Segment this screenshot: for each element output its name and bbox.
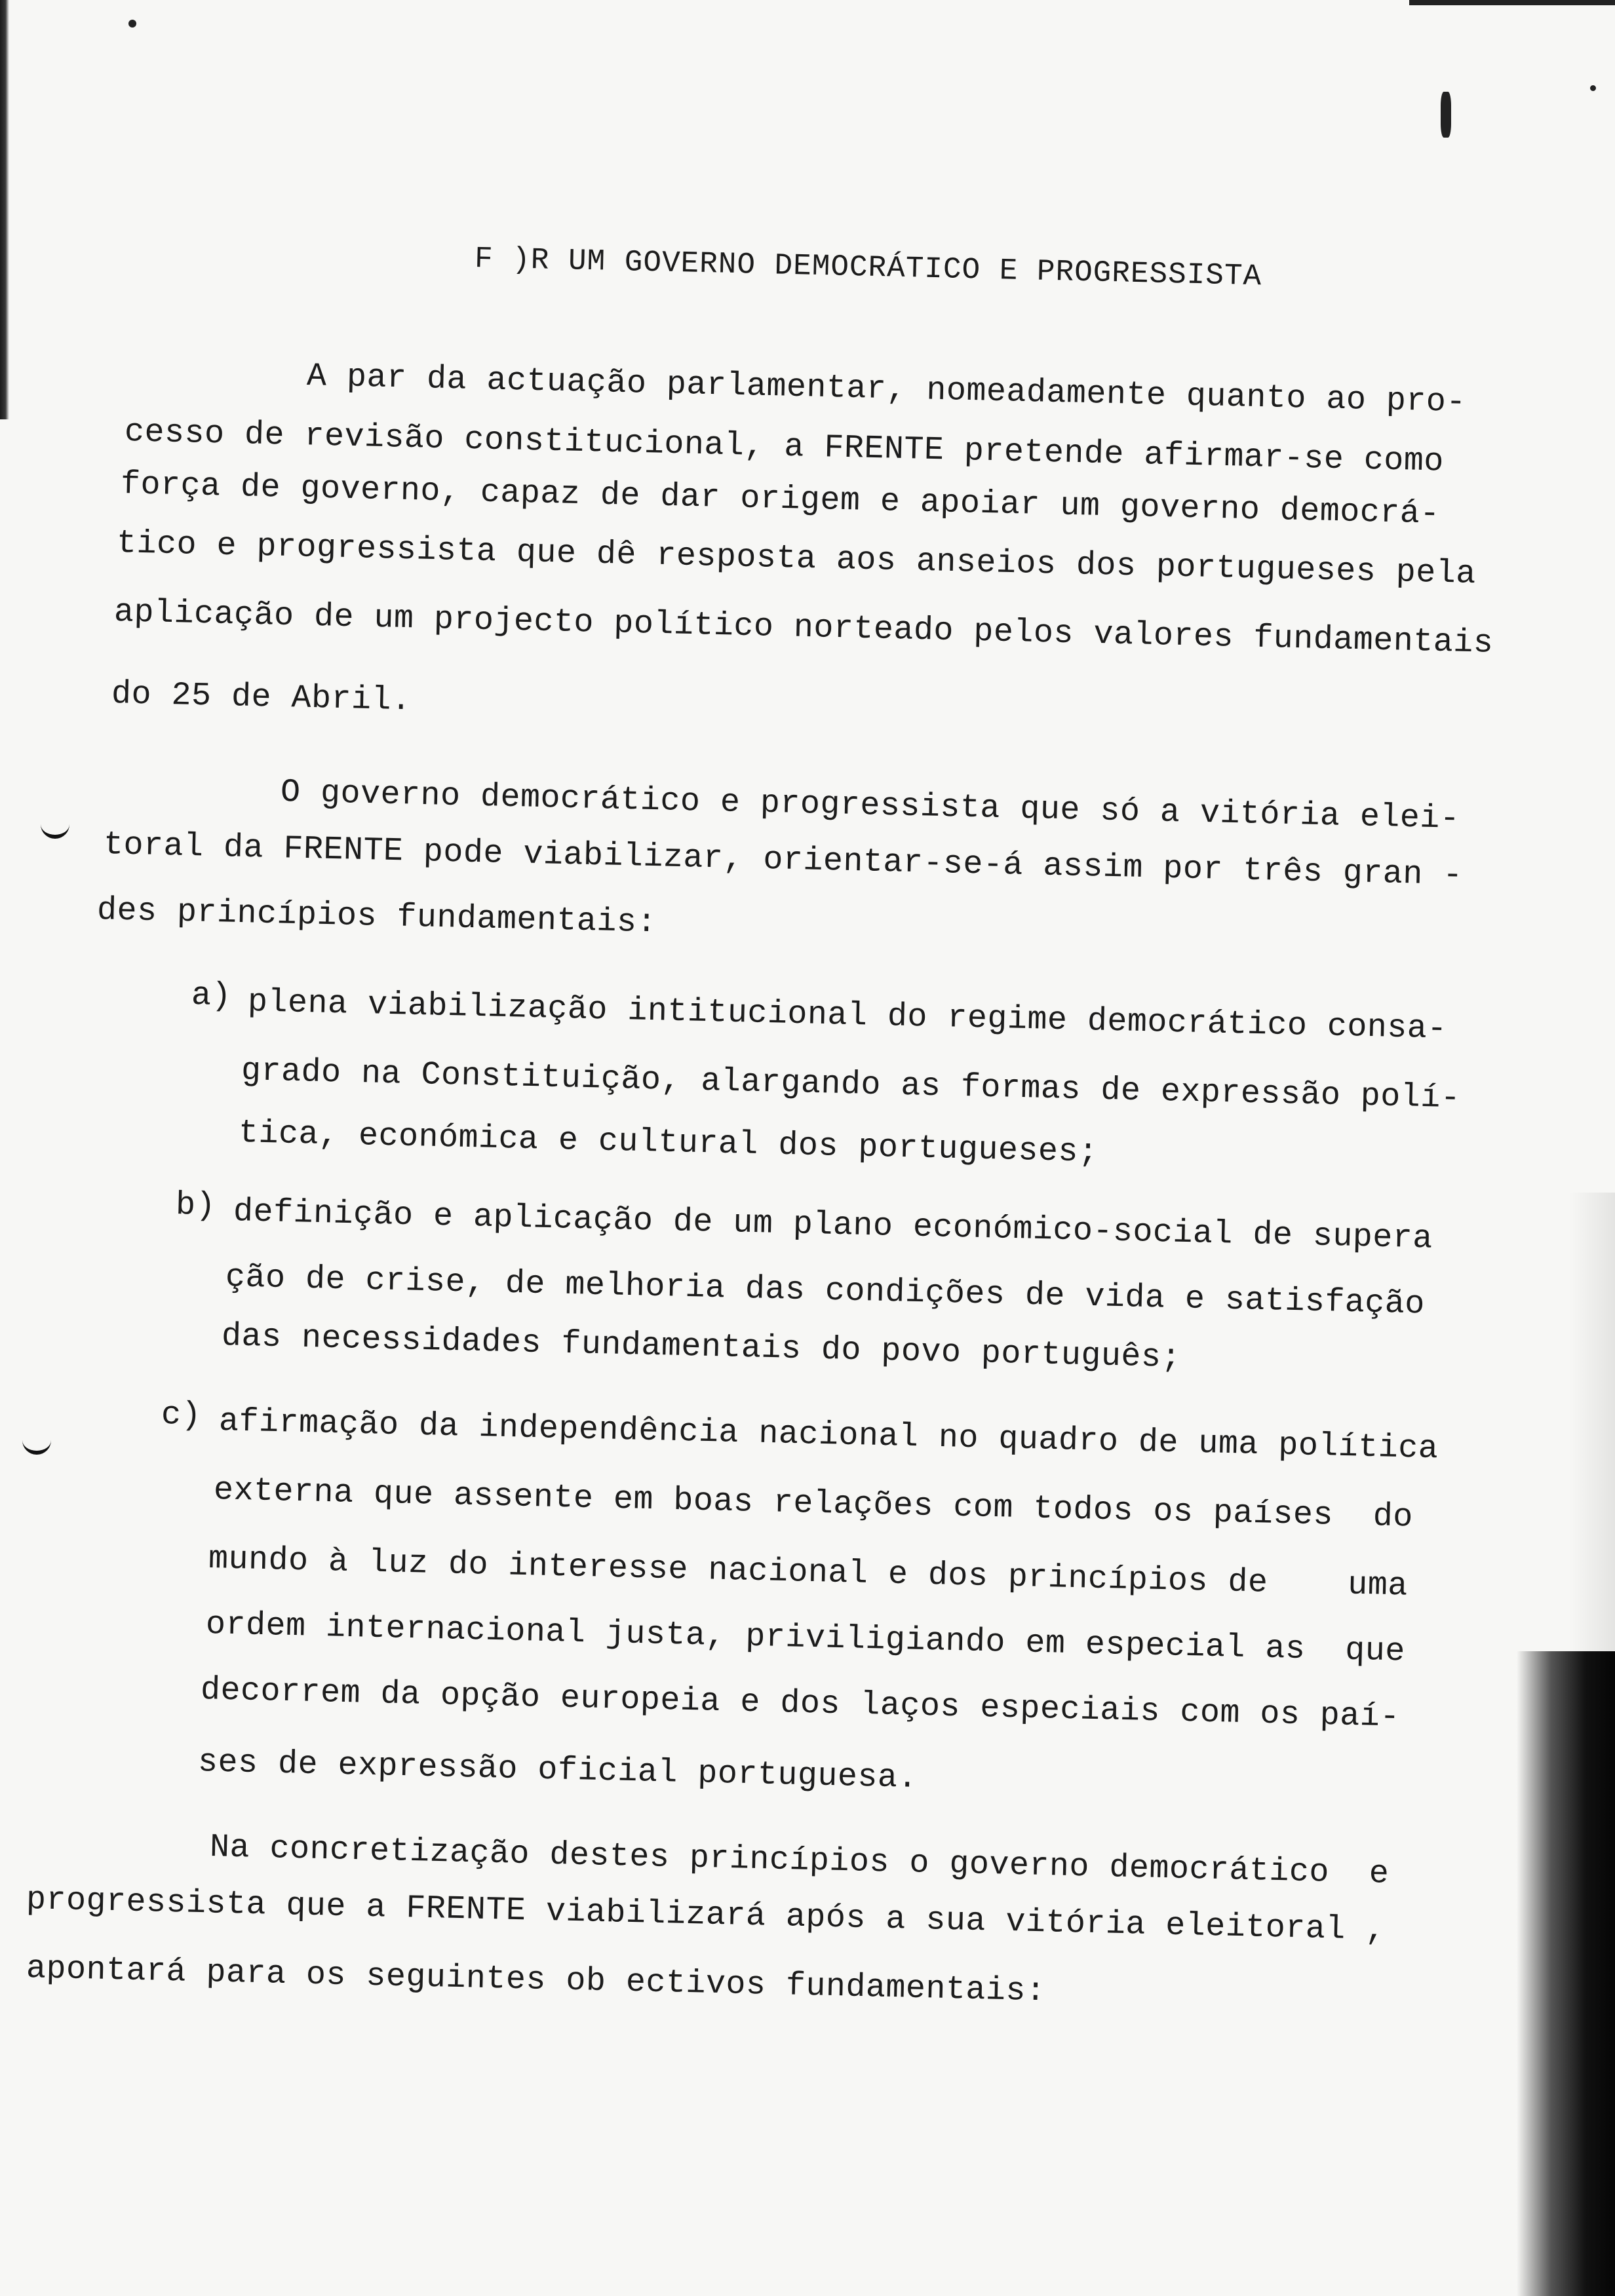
list-item-c-line-4: ordem internacional justa, priviligiando em especial as que — [205, 1606, 1406, 1671]
list-item-a-line-2: grado na Constituição, alargando as formas de expressão polí- — [241, 1052, 1461, 1118]
paragraph-1-line-3: força de governo, capaz de dar origem e apoiar um governo democrá- — [120, 466, 1441, 533]
list-item-c-line-2: externa que assente em boas relações com todos os países do — [213, 1472, 1414, 1537]
paragraph-3-line-3: apontará para os seguintes ob ectivos fundamentais: — [26, 1950, 1047, 2011]
paragraph-2-line-3: des princípios fundamentais: — [96, 892, 657, 942]
list-item-c-line-5: decorrem da opção europeia e dos laços especiais com os paí- — [200, 1672, 1401, 1736]
list-item-a-line-3: tica, económica e cultural dos portugueses; — [238, 1115, 1099, 1172]
scan-edge-right — [1517, 1651, 1615, 2296]
paragraph-2-line-2: toral da FRENTE pode viabilizar, orientar-se-á assim por três gran - — [103, 826, 1464, 895]
list-item-b-line-2: ção de crise, de melhoria das condições de vida e satisfação — [225, 1259, 1426, 1324]
list-item-c-marker: c) — [161, 1396, 202, 1435]
list-item-c-line-6: ses de expressão oficial portuguesa. — [197, 1744, 918, 1797]
list-item-b-line-3: das necessidades fundamentais do povo português; — [221, 1318, 1182, 1377]
paragraph-1-line-1: A par da actuação parlamentar, nomeadamente quanto ao pro- — [306, 358, 1467, 422]
paragraph-1-line-6: do 25 de Abril. — [111, 676, 412, 720]
page-title: F )R UM GOVERNO DEMOCRÁTICO E PROGRESSISTA — [474, 242, 1262, 294]
paragraph-1-line-5: aplicação de um projecto político norteado pelos valores fundamentais — [113, 594, 1494, 662]
staple-mark — [1441, 92, 1451, 138]
list-item-b-line-1: definição e aplicação de um plano económico-social de supera — [233, 1193, 1433, 1258]
list-item-c-line-3: mundo à luz do interesse nacional e dos princípios de uma — [208, 1540, 1409, 1605]
list-item-b-marker: b) — [175, 1187, 216, 1225]
margin-bracket-mark — [22, 1436, 51, 1455]
paragraph-3-line-2: progressista que a FRENTE viabilizará após a sua vitória eleitoral , — [26, 1881, 1386, 1950]
scan-edge-left — [0, 0, 9, 419]
list-item-c-line-1: afirmação da independência nacional no quadro de uma política — [218, 1403, 1439, 1468]
list-item-a-line-1: plena viabilização intitucional do regime democrático consa- — [247, 984, 1448, 1048]
paragraph-3-line-1: Na concretização destes princípios o governo democrático e — [209, 1829, 1390, 1893]
scan-edge-top — [1409, 0, 1615, 5]
paragraph-2-line-1: O governo democrático e progressista que só a vitória elei- — [280, 774, 1460, 838]
paragraph-1-line-2: cesso de revisão constitucional, a FRENTE pretende afirmar-se como — [124, 413, 1445, 481]
scan-shadow-right — [1569, 1193, 1615, 1651]
list-item-a-marker: a) — [191, 977, 232, 1016]
scan-speck — [1590, 85, 1596, 91]
scan-speck — [128, 20, 136, 28]
margin-bracket-mark — [41, 820, 69, 839]
paragraph-1-line-4: tico e progressista que dê resposta aos anseios dos portugueses pela — [116, 525, 1477, 594]
